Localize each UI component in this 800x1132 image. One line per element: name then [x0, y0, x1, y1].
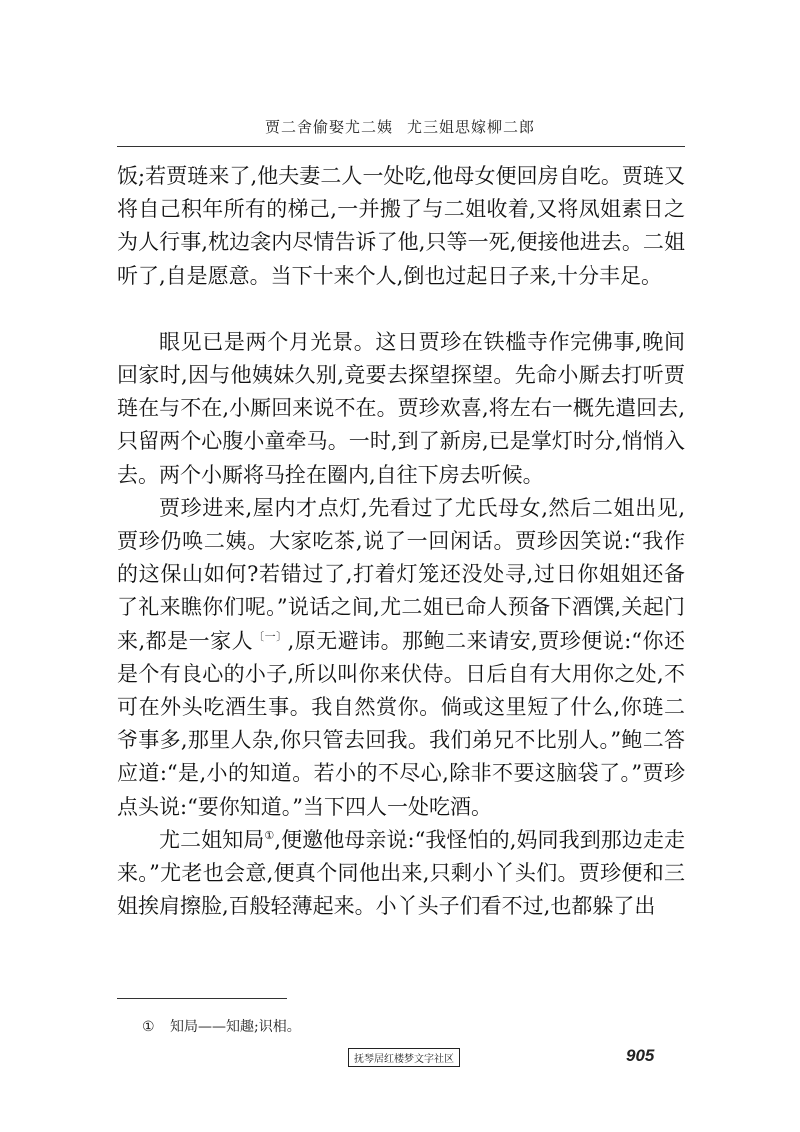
paragraph: 尤二姐知局①,便邀他母亲说:“我怪怕的,妈同我到那边走走来。”尤老也会意,便真个同他出来,只剩小丫头们。贾珍便和三姐挨肩擦脸,百般轻薄起来。小丫头子们看不过,也都躲了出 [117, 827, 685, 919]
footnote [142, 1016, 301, 1036]
footnote-rule [117, 998, 287, 999]
header-rule [117, 146, 685, 147]
paragraph: 眼见已是两个月光景。这日贾珍在铁槛寺作完佛事,晚间回家时,因与他姨妹久别,竟要去探望探望。先命小厮去打听贾琏在与不在,小厮回来说不在。贾珍欢喜,将左右一概先遣回去,只留两个心腹小童牵马。一时,到了新房,已是掌灯时分,悄悄入去。两个小厮将马拴在圈内,自往下房去听候。 [117, 329, 685, 487]
footnote-text: 知局——知趣;识相。 [170, 1019, 301, 1035]
endnote-marker[interactable]: 〔一〕 [253, 629, 288, 643]
paragraph: 贾珍进来,屋内才点灯,先看过了尤氏母女,然后二姐出见,贾珍仍唤二姨。大家吃茶,说了一回闲话。贾珍因笑说:“我作的这保山如何?若错过了,打着灯笼还没处寻,过日你姐姐还备了礼来瞧你们呢。”说话之间,尤二姐已命人预备下酒馔,关起门来,都是一家人$^{〔一〕}$,原无避讳。那鲍二来请安,贾珍便说:“你还是个有良心的小子,所以叫你来伏侍。日后自有大用你之处,不可在外头吃酒生事。我自然赏你。倘或这里短了什么,你琏二爷事多,那里人杂,你只管去回我。我们弟兄不比别人。”鲍二答应道:“是,小的知道。若小的不尽心,除非不要这脑袋了。”贾珍点头说:“要你知道。”当下四人一处吃酒。 [117, 495, 685, 819]
header-chapter-right: 尤三姐思嫁柳二郎 [407, 118, 536, 136]
footnote-number: ① [142, 1019, 155, 1035]
paragraph: 饭;若贾琏来了,他夫妻二人一处吃,他母女便回房自吃。贾琏又将自己积年所有的梯己,一并搬了与二姐收着,又将凤姐素日之为人行事,枕边衾内尽情告诉了他,只等一死,便接他进去。二姐听了,自是愿意。当下十来个人,倒也过起日子来,十分丰足。 [117, 164, 685, 288]
watermark-stamp: 抚琴居红楼梦文字社区 [348, 1048, 460, 1067]
footnote-marker[interactable]: ① [264, 828, 275, 842]
running-header [0, 116, 800, 137]
page-number: 905 [626, 1046, 655, 1065]
body-text [117, 160, 685, 923]
header-chapter-left: 贾二舍偷娶尤二姨 [264, 118, 393, 136]
